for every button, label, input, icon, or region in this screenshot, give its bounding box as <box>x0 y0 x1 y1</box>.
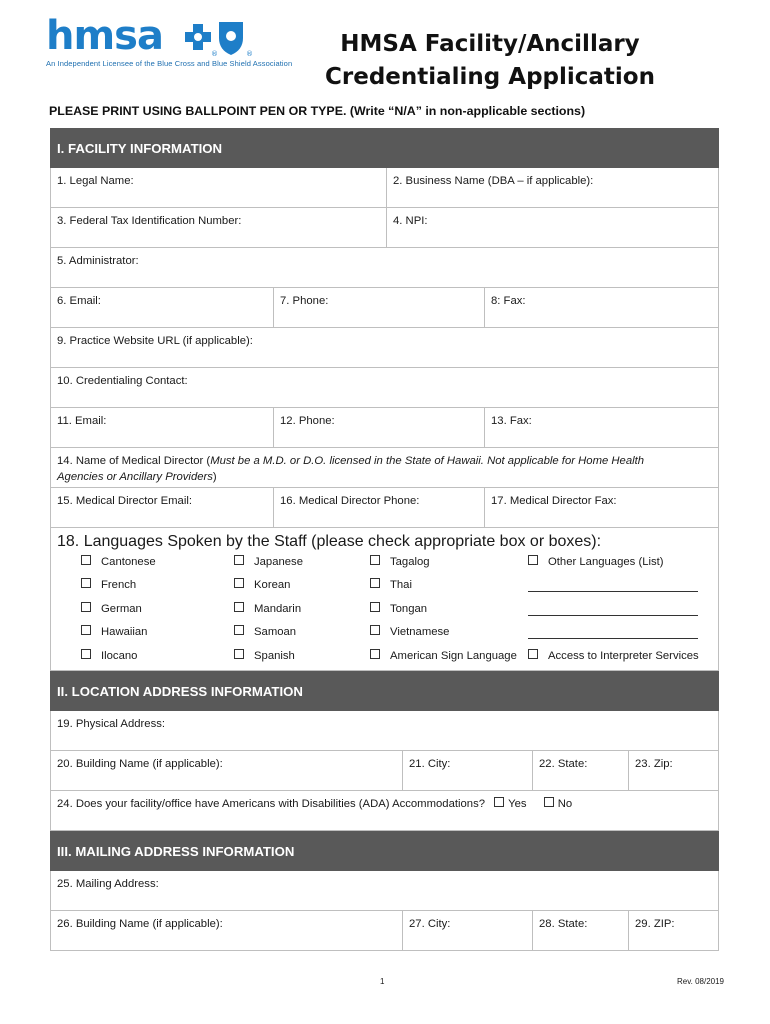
fax-field[interactable]: 8: Fax: <box>491 295 526 307</box>
md-email-field[interactable]: 15. Medical Director Email: <box>51 488 274 527</box>
checkbox-french[interactable]: French <box>81 578 136 591</box>
checkbox-icon <box>81 578 91 588</box>
svg-text:®: ® <box>246 50 253 58</box>
section-mailing-address: III. MAILING ADDRESS INFORMATION <box>50 831 719 871</box>
blue-cross-blue-shield-icon <box>183 18 259 58</box>
checkbox-icon <box>370 649 380 659</box>
mailing-building-field[interactable]: 26. Building Name (if applicable): <box>51 911 403 950</box>
table-row <box>50 368 719 408</box>
languages-label: 18. Languages Spoken by the Staff (please check appropriate box or boxes): <box>57 533 602 550</box>
title-line-1: HMSA Facility/Ancillary <box>340 31 640 57</box>
medical-director-field[interactable]: 14. Name of Medical Director (Must be a M.D. or D.O. licensed in the State of Hawaii. Not applicable for Home Health Agencies or Ancillary Providers) <box>57 455 645 483</box>
checkbox-interpreter-services[interactable]: Access to Interpreter Services <box>528 649 699 662</box>
checkbox-other-languages[interactable]: Other Languages (List) <box>528 555 664 568</box>
table-row <box>50 871 719 911</box>
mailing-state-field[interactable]: 28. State: <box>533 911 629 950</box>
title-line-2: Credentialing Application <box>325 64 655 90</box>
checkbox-spanish[interactable]: Spanish <box>234 649 295 662</box>
table-row <box>50 751 719 791</box>
checkbox-icon <box>81 602 91 612</box>
table-row <box>50 408 719 448</box>
checkbox-icon <box>81 625 91 635</box>
checkbox-icon <box>528 649 538 659</box>
mailing-zip-field[interactable]: 29. ZIP: <box>635 918 675 930</box>
checkbox-cantonese[interactable]: Cantonese <box>81 555 156 568</box>
checkbox-icon <box>370 555 380 565</box>
checkbox-asl[interactable]: American Sign Language <box>370 649 517 662</box>
checkbox-icon <box>370 578 380 588</box>
other-language-line[interactable] <box>528 605 698 616</box>
med-director-label: 14. Name of Medical Director ( <box>57 455 211 467</box>
legal-name-field[interactable]: 1. Legal Name: <box>51 168 387 207</box>
checkbox-tongan[interactable]: Tongan <box>370 602 427 615</box>
email-field[interactable]: 6. Email: <box>51 288 274 327</box>
npi-field[interactable]: 4. NPI: <box>393 215 428 227</box>
checkbox-icon <box>234 649 244 659</box>
contact-phone-field[interactable]: 12. Phone: <box>274 408 485 447</box>
checkbox-german[interactable]: German <box>81 602 142 615</box>
mailing-address-field[interactable]: 25. Mailing Address: <box>57 878 159 890</box>
page-title <box>325 28 655 94</box>
ada-yes-checkbox[interactable]: Yes <box>494 798 526 810</box>
table-row <box>50 911 719 951</box>
checkbox-samoan[interactable]: Samoan <box>234 625 296 638</box>
credentialing-contact-field[interactable]: 10. Credentialing Contact: <box>57 375 188 387</box>
checkbox-japanese[interactable]: Japanese <box>234 555 303 568</box>
table-row <box>50 791 719 831</box>
table-row <box>50 488 719 528</box>
credentialing-form <box>50 128 719 951</box>
checkbox-thai[interactable]: Thai <box>370 578 412 591</box>
section-facility-information: I. FACILITY INFORMATION <box>50 128 719 168</box>
checkbox-icon <box>494 797 504 807</box>
revision-date: Rev. 08/2019 <box>677 977 724 986</box>
logo-wordmark: hmsa <box>46 13 163 59</box>
table-row <box>50 248 719 288</box>
table-row <box>50 711 719 751</box>
city-field[interactable]: 21. City: <box>403 751 533 790</box>
languages-row <box>50 528 719 671</box>
mailing-city-field[interactable]: 27. City: <box>403 911 533 950</box>
checkbox-icon <box>544 797 554 807</box>
other-language-line[interactable] <box>528 628 698 639</box>
checkbox-tagalog[interactable]: Tagalog <box>370 555 430 568</box>
languages-grid <box>57 551 712 671</box>
table-row <box>50 328 719 368</box>
checkbox-vietnamese[interactable]: Vietnamese <box>370 625 449 638</box>
administrator-field[interactable]: 5. Administrator: <box>57 255 139 267</box>
building-name-field[interactable]: 20. Building Name (if applicable): <box>51 751 403 790</box>
svg-text:®: ® <box>211 50 218 58</box>
phone-field[interactable]: 7. Phone: <box>274 288 485 327</box>
checkbox-icon <box>370 602 380 612</box>
checkbox-icon <box>234 602 244 612</box>
ada-question: 24. Does your facility/office have Americans with Disabilities (ADA) Accommodations? Yes No <box>57 798 573 810</box>
checkbox-icon <box>234 625 244 635</box>
table-row <box>50 168 719 208</box>
other-language-line[interactable] <box>528 581 698 592</box>
checkbox-korean[interactable]: Korean <box>234 578 290 591</box>
instructions: PLEASE PRINT USING BALLPOINT PEN OR TYPE. (Write “N/A” in non-applicable sections) <box>49 104 586 118</box>
med-director-note: Must be a M.D. or D.O. licensed in the State of Hawaii. Not applicable for Home Health Agencies or Ancillary Providers <box>57 455 645 483</box>
logo-tagline: An Independent Licensee of the Blue Cross and Blue Shield Association <box>46 59 293 68</box>
state-field[interactable]: 22. State: <box>533 751 629 790</box>
checkbox-icon <box>528 555 538 565</box>
table-row <box>50 288 719 328</box>
checkbox-icon <box>370 625 380 635</box>
table-row <box>50 208 719 248</box>
checkbox-icon <box>81 555 91 565</box>
md-phone-field[interactable]: 16. Medical Director Phone: <box>274 488 485 527</box>
checkbox-icon <box>234 578 244 588</box>
section-location-address: II. LOCATION ADDRESS INFORMATION <box>50 671 719 711</box>
business-name-field[interactable]: 2. Business Name (DBA – if applicable): <box>393 175 594 187</box>
contact-email-field[interactable]: 11. Email: <box>51 408 274 447</box>
checkbox-icon <box>234 555 244 565</box>
ada-no-checkbox[interactable]: No <box>544 798 572 810</box>
checkbox-mandarin[interactable]: Mandarin <box>234 602 301 615</box>
md-fax-field[interactable]: 17. Medical Director Fax: <box>491 495 617 507</box>
website-field[interactable]: 9. Practice Website URL (if applicable): <box>57 335 253 347</box>
checkbox-ilocano[interactable]: Ilocano <box>81 649 137 662</box>
physical-address-field[interactable]: 19. Physical Address: <box>57 718 166 730</box>
page-number: 1 <box>380 977 385 986</box>
checkbox-icon <box>81 649 91 659</box>
table-row <box>50 448 719 488</box>
contact-fax-field[interactable]: 13. Fax: <box>491 415 532 427</box>
tax-id-field[interactable]: 3. Federal Tax Identification Number: <box>51 208 387 247</box>
zip-field[interactable]: 23. Zip: <box>635 758 673 770</box>
checkbox-hawaiian[interactable]: Hawaiian <box>81 625 147 638</box>
